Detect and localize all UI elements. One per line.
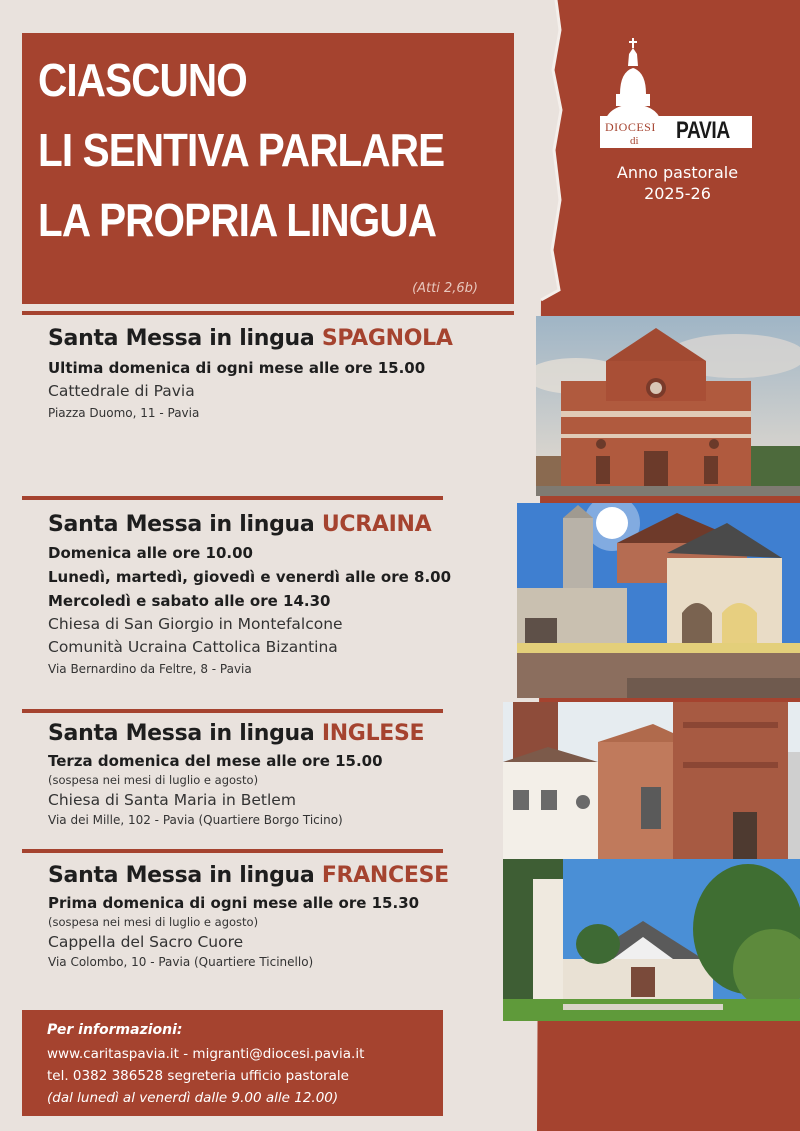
schedule-line: Mercoledì e sabato alle ore 14.30 <box>48 592 331 610</box>
info-box <box>22 1010 443 1116</box>
logo-pavia: PAVIA <box>676 117 730 144</box>
santa-maria-betlem-photo <box>503 702 800 859</box>
place-name: Cattedrale di Pavia <box>48 382 195 400</box>
section-heading <box>48 863 449 888</box>
place-name: Chiesa di San Giorgio in Montefalcone <box>48 615 343 633</box>
info-hours: (dal lunedì al venerdì dalle 9.00 alle 12.00) <box>47 1090 339 1106</box>
suspension-note: (sospesa nei mesi di luglio e agosto) <box>48 773 259 787</box>
anno-line-1: Anno pastorale <box>616 163 739 182</box>
title-line-2: LI SENTIVA PARLARE <box>38 124 445 176</box>
schedule-line: Lunedì, martedì, giovedì e venerdì alle ore 8.00 <box>48 568 452 586</box>
san-giorgio-photo <box>517 503 800 698</box>
schedule-line: Prima domenica di ogni mese alle ore 15.30 <box>48 894 420 912</box>
divider-3 <box>22 709 443 713</box>
section-francese <box>48 863 449 969</box>
section-heading <box>48 326 453 351</box>
heading-prefix: Santa Messa in lingua <box>48 721 322 746</box>
heading-lang: INGLESE <box>321 721 425 746</box>
logo-diocesi: DIOCESI <box>605 120 656 134</box>
sacro-cuore-photo <box>503 859 800 1021</box>
place-name-2: Comunità Ucraina Cattolica Bizantina <box>48 638 338 656</box>
heading-prefix: Santa Messa in lingua <box>48 326 322 351</box>
bible-citation: (Atti 2,6b) <box>412 281 478 296</box>
section-spagnola <box>48 326 453 420</box>
heading-prefix: Santa Messa in lingua <box>48 863 322 888</box>
section-heading <box>48 721 424 746</box>
info-contacts[interactable]: www.caritaspavia.it - migranti@diocesi.pavia.it <box>47 1046 365 1062</box>
place-name: Cappella del Sacro Cuore <box>48 933 244 951</box>
title-line-3: LA PROPRIA LINGUA <box>38 194 437 246</box>
info-phone: tel. 0382 386528 segreteria ufficio pastorale <box>47 1068 349 1084</box>
section-ucraina <box>48 512 451 676</box>
address: Via Bernardino da Feltre, 8 - Pavia <box>48 662 252 676</box>
divider-2 <box>22 496 443 500</box>
section-inglese <box>48 721 424 827</box>
heading-lang: FRANCESE <box>321 863 449 888</box>
schedule-line: Domenica alle ore 10.00 <box>48 544 253 562</box>
heading-lang: SPAGNOLA <box>321 326 453 351</box>
heading-prefix: Santa Messa in lingua <box>48 512 322 537</box>
suspension-note: (sospesa nei mesi di luglio e agosto) <box>48 915 259 929</box>
schedule-line: Terza domenica del mese alle ore 15.00 <box>48 752 383 770</box>
address: Piazza Duomo, 11 - Pavia <box>48 406 200 420</box>
heading-lang: UCRAINA <box>321 512 432 537</box>
place-name: Chiesa di Santa Maria in Betlem <box>48 791 296 809</box>
title-line-1: CIASCUNO <box>38 54 247 106</box>
divider-1 <box>22 311 514 315</box>
logo-di: di <box>630 135 639 147</box>
anno-line-2: 2025-26 <box>644 184 711 203</box>
title-box <box>22 33 514 304</box>
info-heading: Per informazioni: <box>47 1022 183 1038</box>
schedule-line: Ultima domenica di ogni mese alle ore 15.00 <box>48 359 426 377</box>
anno-pastorale <box>590 162 765 204</box>
divider-4 <box>22 849 443 853</box>
section-heading <box>48 512 451 537</box>
address: Via Colombo, 10 - Pavia (Quartiere Ticinello) <box>48 955 314 969</box>
cathedral-photo <box>536 316 800 496</box>
address: Via dei Mille, 102 - Pavia (Quartiere Borgo Ticino) <box>48 813 343 827</box>
